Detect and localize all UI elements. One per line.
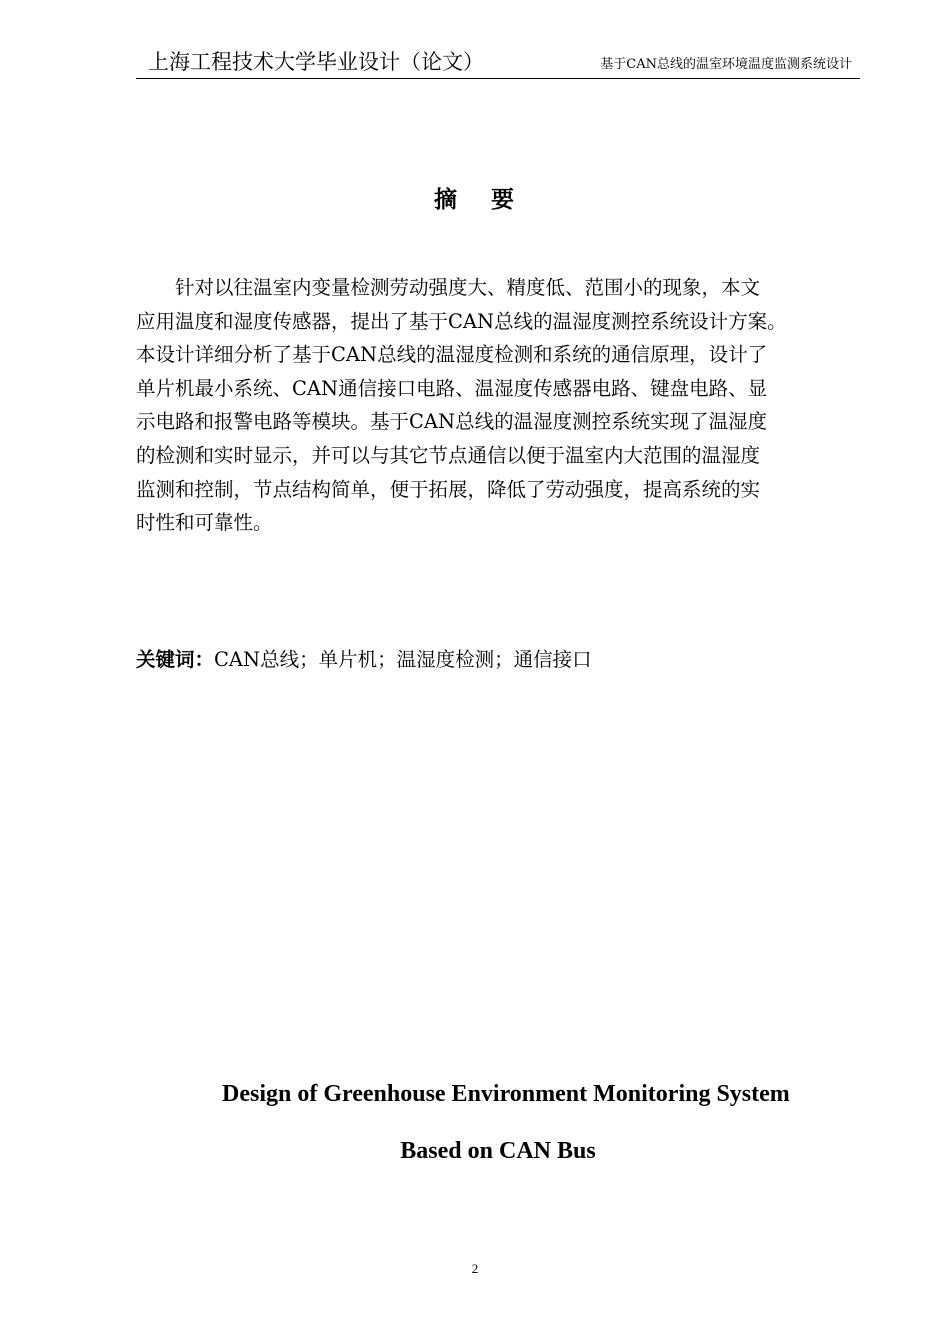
abstract-line: 本设计详细分析了基于CAN总线的温湿度检测和系统的通信原理，设计了 [136, 343, 768, 367]
abstract-line: 应用温度和湿度传感器，提出了基于CAN总线的温湿度测控系统设计方案。 [136, 309, 787, 333]
english-title-line-1: Design of Greenhouse Environment Monitoring System [222, 1081, 790, 1107]
abstract-line: 针对以往温室内变量检测劳动强度大、精度低、范围小的现象，本文 [175, 276, 761, 299]
abstract-line: 监测和控制，节点结构简单，便于拓展，降低了劳动强度，提高系统的实 [136, 477, 761, 501]
abstract-heading-char-1: 摘 [434, 186, 459, 213]
abstract-heading [0, 184, 950, 216]
english-title-line-2: Based on CAN Bus [400, 1138, 596, 1164]
abstract-line: 时性和可靠性。 [136, 511, 273, 535]
abstract-line: 单片机最小系统、CAN通信接口电路、温湿度传感器电路、键盘电路、显 [136, 376, 768, 400]
page-number: 2 [471, 1261, 479, 1276]
abstract-line: 的检测和实时显示，并可以与其它节点通信以便于温室内大范围的温湿度 [136, 443, 761, 467]
page-header [136, 48, 860, 79]
abstract-heading-char-2: 要 [491, 186, 516, 213]
abstract-line: 示电路和报警电路等模块。基于CAN总线的温湿度测控系统实现了温湿度 [136, 410, 768, 434]
keywords-text: CAN总线；单片机；温湿度检测；通信接口 [214, 648, 592, 671]
keywords [136, 645, 592, 675]
abstract-paragraph [136, 271, 878, 540]
header-thesis-title: 基于CAN总线的温室环境温度监测系统设计 [600, 57, 852, 72]
keywords-label: 关键词： [136, 648, 215, 671]
header-school-title: 上海工程技术大学毕业设计（论文） [148, 50, 484, 74]
